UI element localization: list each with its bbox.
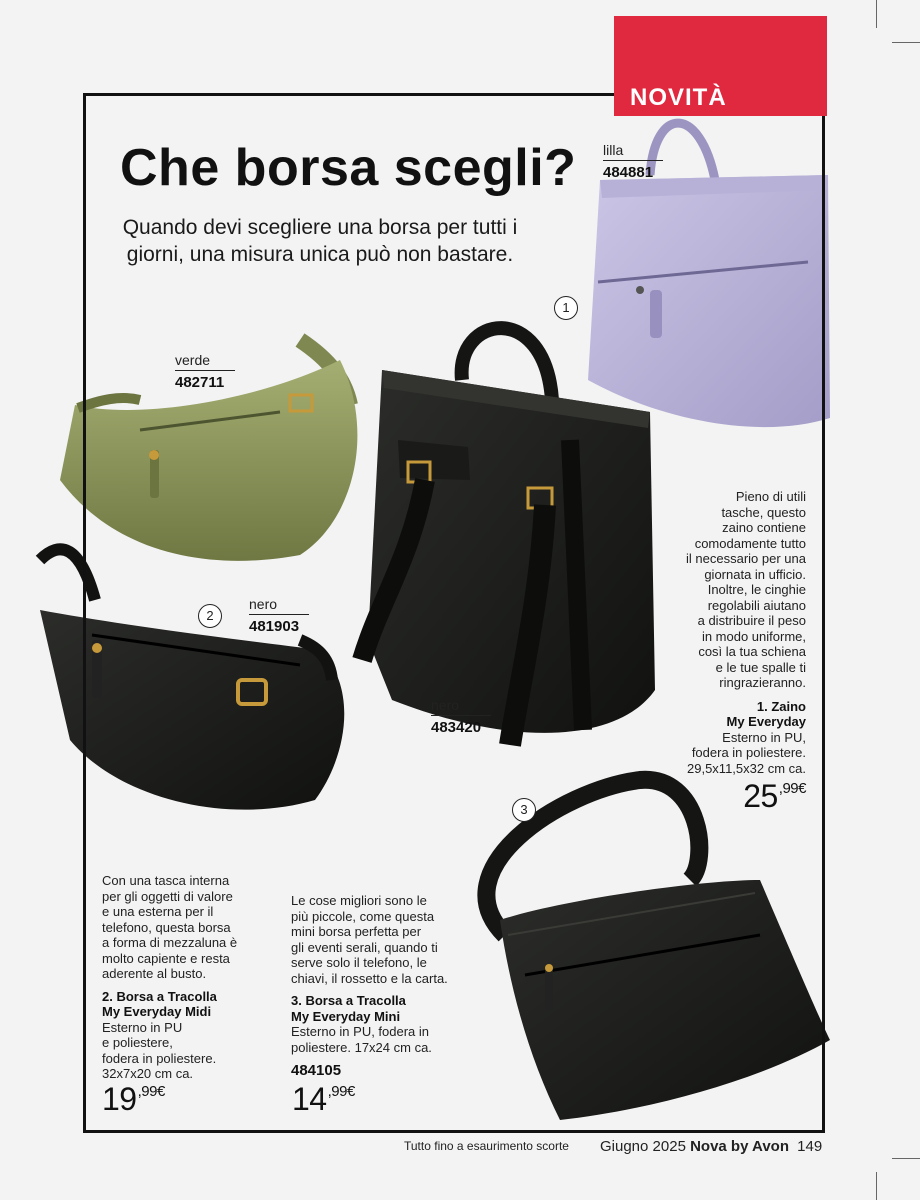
desc-line: gli eventi serali, quando ti — [291, 939, 438, 955]
footer-page-number: 149 — [797, 1138, 823, 1155]
detail-line: Esterno in PU, fodera in — [291, 1024, 430, 1039]
detail-line: Esterno in PU — [102, 1019, 183, 1035]
detail-line: fodera in poliestere. — [691, 745, 806, 760]
detail-line: 29,5x11,5x32 cm ca. — [687, 760, 806, 776]
detail-line: poliestere. 17x24 cm ca. — [291, 1039, 432, 1055]
desc-line: regolabili aiutano — [707, 597, 806, 613]
product-number-1: 1 — [554, 296, 578, 320]
desc-line: più piccole, come questa — [291, 908, 435, 924]
detail-line: e poliestere, — [102, 1035, 173, 1050]
code-tag-nero-midi — [249, 596, 309, 635]
desc-line: serve solo il telefono, le — [291, 955, 427, 970]
novita-badge — [614, 16, 827, 116]
desc-line: e una esterna per il — [102, 904, 214, 919]
price-decimal: ,99€ — [778, 780, 806, 797]
code-color: nero — [431, 697, 460, 713]
code-number: 484881 — [603, 164, 654, 181]
page-subtitle: Quando devi scegliere una borsa per tutti i giorni, una misura unica può non bastare. — [122, 216, 518, 266]
product-2-description — [102, 873, 272, 1082]
desc-line: tasche, questo — [721, 504, 806, 520]
price-decimal: ,99€ — [327, 1083, 355, 1100]
code-tag-verde — [175, 352, 235, 391]
product-2-price — [102, 1081, 165, 1118]
price-integer: 19 — [102, 1081, 137, 1117]
page-title: Che borsa scegli? — [120, 139, 577, 197]
name-line: 1. Zaino — [756, 698, 806, 714]
detail-line: Esterno in PU, — [722, 729, 806, 745]
product-2-name — [102, 989, 272, 1020]
code-tag-lilla — [603, 142, 663, 181]
desc-line: aderente al busto. — [102, 966, 207, 981]
code-number: 483420 — [431, 719, 482, 736]
code-color: lilla — [603, 142, 624, 158]
code-divider — [431, 715, 491, 716]
desc-line: Con una tasca interna — [102, 873, 230, 888]
product-3-code: 484105 — [291, 1062, 342, 1079]
desc-line: così la tua schiena — [698, 644, 806, 659]
name-line: My Everyday Mini — [291, 1008, 401, 1024]
desc-line: il necessario per una — [686, 551, 806, 566]
desc-line: Pieno di utili — [735, 489, 806, 504]
product-1-description — [620, 489, 806, 776]
code-divider — [603, 160, 663, 161]
code-divider — [249, 614, 309, 615]
name-line: 3. Borsa a Tracolla — [291, 993, 406, 1008]
desc-line: telefono, questa borsa — [102, 919, 231, 935]
desc-line: in modo uniforme, — [701, 628, 806, 644]
desc-line: comodamente tutto — [694, 535, 806, 551]
desc-line: mini borsa perfetta per — [291, 924, 422, 939]
code-number: 482711 — [175, 374, 225, 391]
code-color: nero — [249, 596, 278, 612]
code-tag-nero-zaino — [431, 697, 491, 736]
product-number-2: 2 — [198, 604, 222, 628]
name-line: 2. Borsa a Tracolla — [102, 988, 217, 1004]
footer-note: Tutto fino a esaurimento scorte — [404, 1139, 569, 1153]
desc-line: Le cose migliori sono le — [291, 893, 427, 908]
product-1-price — [680, 778, 806, 815]
product-3-name — [291, 993, 466, 1024]
name-line: My Everyday Midi — [102, 1004, 212, 1019]
badge-label: NOVITÀ — [630, 84, 727, 111]
code-divider — [175, 370, 235, 371]
product-3-price — [292, 1081, 355, 1118]
name-line: My Everyday — [726, 714, 806, 729]
footer-brand: Nova by Avon — [690, 1138, 789, 1155]
price-decimal: ,99€ — [137, 1083, 165, 1100]
detail-line: fodera in poliestere. — [102, 1050, 217, 1066]
desc-line: zaino contiene — [722, 520, 806, 535]
product-3-description — [291, 893, 466, 1079]
detail-line: 32x7x20 cm ca. — [102, 1066, 194, 1081]
price-integer: 25 — [743, 778, 778, 814]
product-1-name — [620, 699, 806, 730]
desc-line: a forma di mezzaluna è — [102, 935, 238, 950]
footer-issue — [600, 1138, 822, 1155]
desc-line: ringrazieranno. — [719, 675, 806, 690]
price-integer: 14 — [292, 1081, 327, 1117]
desc-line: per gli oggetti di valore — [102, 888, 233, 904]
desc-line: a distribuire il peso — [697, 613, 806, 628]
code-number: 481903 — [249, 618, 300, 635]
product-number-3: 3 — [512, 798, 536, 822]
desc-line: Inoltre, le cinghie — [707, 582, 806, 597]
desc-line: giornata in ufficio. — [704, 566, 806, 582]
desc-line: e le tue spalle ti — [715, 659, 806, 675]
desc-line: chiavi, il rossetto e la carta. — [291, 970, 448, 986]
code-color: verde — [175, 352, 211, 368]
desc-line: molto capiente e resta — [102, 950, 230, 966]
footer-issue-date: Giugno 2025 — [600, 1138, 686, 1155]
